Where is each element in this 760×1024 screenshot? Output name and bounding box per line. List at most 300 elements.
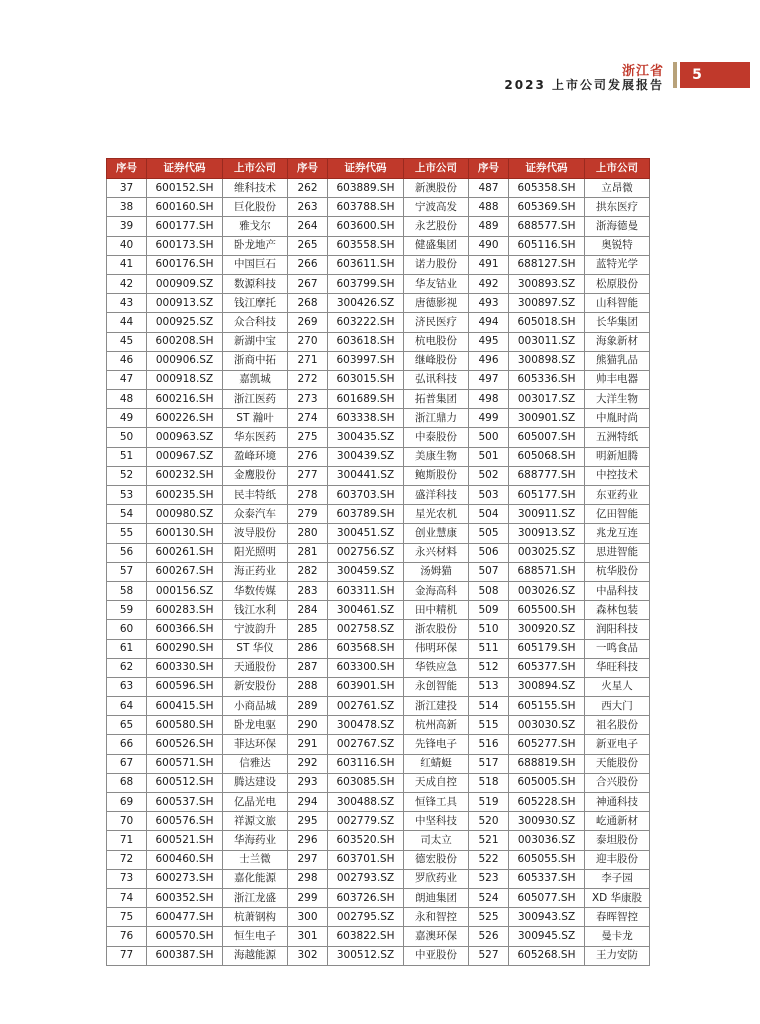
cell-company: 创业慧康 xyxy=(404,524,469,543)
cell-code: 300897.SZ xyxy=(509,294,585,313)
cell-code: 603116.SH xyxy=(328,754,404,773)
cell-index: 264 xyxy=(288,217,328,236)
table-row xyxy=(107,716,650,735)
cell-code: 000967.SZ xyxy=(147,447,223,466)
cell-index: 70 xyxy=(107,812,147,831)
cell-company: 兆龙互连 xyxy=(585,524,650,543)
cell-index: 301 xyxy=(288,927,328,946)
cell-index: 494 xyxy=(469,313,509,332)
cell-code: 688777.SH xyxy=(509,466,585,485)
cell-company: 红蜻蜓 xyxy=(404,754,469,773)
cell-index: 512 xyxy=(469,658,509,677)
cell-code: 300920.SZ xyxy=(509,620,585,639)
cell-code: 002793.SZ xyxy=(328,869,404,888)
cell-company: 钱江水利 xyxy=(223,601,288,620)
cell-code: 300945.SZ xyxy=(509,927,585,946)
cell-code: 601689.SH xyxy=(328,390,404,409)
cell-company: 西大门 xyxy=(585,697,650,716)
cell-index: 497 xyxy=(469,370,509,389)
cell-index: 50 xyxy=(107,428,147,447)
cell-company: 宁波高发 xyxy=(404,198,469,217)
cell-code: 605007.SH xyxy=(509,428,585,447)
cell-index: 491 xyxy=(469,255,509,274)
cell-company: 火星人 xyxy=(585,677,650,696)
cell-company: 立昂微 xyxy=(585,179,650,198)
cell-code: 603085.SH xyxy=(328,773,404,792)
cell-code: 605277.SH xyxy=(509,735,585,754)
cell-code: 300893.SZ xyxy=(509,274,585,293)
cell-code: 605337.SH xyxy=(509,869,585,888)
cell-code: 002756.SZ xyxy=(328,543,404,562)
cell-code: 600576.SH xyxy=(147,812,223,831)
cell-index: 49 xyxy=(107,409,147,428)
table-row xyxy=(107,601,650,620)
cell-code: 003017.SZ xyxy=(509,390,585,409)
cell-company: 天能股份 xyxy=(585,754,650,773)
cell-company: 华友钴业 xyxy=(404,274,469,293)
cell-code: 600512.SH xyxy=(147,773,223,792)
cell-company: 神通科技 xyxy=(585,793,650,812)
cell-index: 289 xyxy=(288,697,328,716)
cell-code: 600177.SH xyxy=(147,217,223,236)
table-row xyxy=(107,908,650,927)
cell-code: 688819.SH xyxy=(509,754,585,773)
cell-company: 杭州高新 xyxy=(404,716,469,735)
cell-index: 487 xyxy=(469,179,509,198)
cell-company: 众泰汽车 xyxy=(223,505,288,524)
cell-company: 祥源文旅 xyxy=(223,812,288,831)
cell-index: 68 xyxy=(107,773,147,792)
cell-company: 中亚股份 xyxy=(404,946,469,965)
cell-code: 300426.SZ xyxy=(328,294,404,313)
cell-code: 300451.SZ xyxy=(328,524,404,543)
cell-index: 518 xyxy=(469,773,509,792)
cell-company: 嘉凯城 xyxy=(223,370,288,389)
cell-code: 605018.SH xyxy=(509,313,585,332)
cell-company: 巨化股份 xyxy=(223,198,288,217)
cell-index: 273 xyxy=(288,390,328,409)
cell-company: 王力安防 xyxy=(585,946,650,965)
cell-code: 600537.SH xyxy=(147,793,223,812)
cell-code: 605116.SH xyxy=(509,236,585,255)
cell-code: 003011.SZ xyxy=(509,332,585,351)
cell-code: 605177.SH xyxy=(509,486,585,505)
cell-code: 600570.SH xyxy=(147,927,223,946)
cell-index: 62 xyxy=(107,658,147,677)
cell-company: 海越能源 xyxy=(223,946,288,965)
cell-code: 603311.SH xyxy=(328,581,404,600)
cell-code: 600130.SH xyxy=(147,524,223,543)
cell-company: 亿田智能 xyxy=(585,505,650,524)
cell-company: 泰坦股份 xyxy=(585,831,650,850)
cell-index: 56 xyxy=(107,543,147,562)
cell-company: 阳光照明 xyxy=(223,543,288,562)
cell-index: 509 xyxy=(469,601,509,620)
cell-index: 513 xyxy=(469,677,509,696)
cell-company: 盛洋科技 xyxy=(404,486,469,505)
cell-index: 271 xyxy=(288,351,328,370)
cell-code: 600267.SH xyxy=(147,562,223,581)
cell-index: 51 xyxy=(107,447,147,466)
cell-code: 603701.SH xyxy=(328,850,404,869)
cell-code: 600283.SH xyxy=(147,601,223,620)
cell-index: 61 xyxy=(107,639,147,658)
cell-code: 603788.SH xyxy=(328,198,404,217)
cell-company: 众合科技 xyxy=(223,313,288,332)
cell-index: 503 xyxy=(469,486,509,505)
cell-index: 521 xyxy=(469,831,509,850)
cell-index: 295 xyxy=(288,812,328,831)
cell-company: 健盛集团 xyxy=(404,236,469,255)
table-row xyxy=(107,409,650,428)
cell-company: 恒生电子 xyxy=(223,927,288,946)
cell-company: 小商品城 xyxy=(223,697,288,716)
cell-company: 腾达建设 xyxy=(223,773,288,792)
cell-index: 288 xyxy=(288,677,328,696)
table-row xyxy=(107,812,650,831)
cell-company: 数源科技 xyxy=(223,274,288,293)
cell-index: 517 xyxy=(469,754,509,773)
cell-company: 浙海德曼 xyxy=(585,217,650,236)
cell-company: 春晖智控 xyxy=(585,908,650,927)
cell-company: 松原股份 xyxy=(585,274,650,293)
cell-code: 600261.SH xyxy=(147,543,223,562)
cell-index: 515 xyxy=(469,716,509,735)
table-body xyxy=(107,179,650,966)
cell-index: 263 xyxy=(288,198,328,217)
cell-index: 298 xyxy=(288,869,328,888)
cell-code: 003026.SZ xyxy=(509,581,585,600)
table-row xyxy=(107,332,650,351)
col-header-company: 上市公司 xyxy=(223,159,288,179)
cell-company: 海正药业 xyxy=(223,562,288,581)
header-report-title: 2023 上市公司发展报告 xyxy=(504,78,664,92)
cell-code: 300911.SZ xyxy=(509,505,585,524)
cell-company: 金海高科 xyxy=(404,581,469,600)
table-row xyxy=(107,447,650,466)
cell-company: 美康生物 xyxy=(404,447,469,466)
cell-index: 37 xyxy=(107,179,147,198)
table-row xyxy=(107,217,650,236)
cell-index: 526 xyxy=(469,927,509,946)
cell-code: 600226.SH xyxy=(147,409,223,428)
cell-code: 600460.SH xyxy=(147,850,223,869)
cell-company: ST 华仪 xyxy=(223,639,288,658)
table-row xyxy=(107,179,650,198)
cell-index: 504 xyxy=(469,505,509,524)
cell-company: 天成自控 xyxy=(404,773,469,792)
cell-code: 600273.SH xyxy=(147,869,223,888)
cell-index: 268 xyxy=(288,294,328,313)
cell-index: 275 xyxy=(288,428,328,447)
cell-company: 新湖中宝 xyxy=(223,332,288,351)
cell-index: 492 xyxy=(469,274,509,293)
cell-code: 002795.SZ xyxy=(328,908,404,927)
cell-company: 恒锋工具 xyxy=(404,793,469,812)
cell-index: 501 xyxy=(469,447,509,466)
cell-index: 39 xyxy=(107,217,147,236)
cell-company: 汤姆猫 xyxy=(404,562,469,581)
cell-company: 李子园 xyxy=(585,869,650,888)
cell-index: 53 xyxy=(107,486,147,505)
cell-code: 600596.SH xyxy=(147,677,223,696)
table-row xyxy=(107,793,650,812)
cell-code: 600477.SH xyxy=(147,908,223,927)
cell-index: 527 xyxy=(469,946,509,965)
cell-code: 688127.SH xyxy=(509,255,585,274)
cell-index: 499 xyxy=(469,409,509,428)
cell-index: 58 xyxy=(107,581,147,600)
cell-company: 熊猫乳品 xyxy=(585,351,650,370)
cell-company: 星光农机 xyxy=(404,505,469,524)
cell-code: 605055.SH xyxy=(509,850,585,869)
cell-index: 46 xyxy=(107,351,147,370)
cell-code: 688577.SH xyxy=(509,217,585,236)
table-header-row xyxy=(107,159,650,179)
cell-code: 000906.SZ xyxy=(147,351,223,370)
cell-code: 003030.SZ xyxy=(509,716,585,735)
cell-company: 信雅达 xyxy=(223,754,288,773)
cell-code: 603799.SH xyxy=(328,274,404,293)
table-row xyxy=(107,869,650,888)
cell-company: 永和智控 xyxy=(404,908,469,927)
cell-company: 拓普集团 xyxy=(404,390,469,409)
table-row xyxy=(107,927,650,946)
cell-index: 525 xyxy=(469,908,509,927)
cell-company: 中胤时尚 xyxy=(585,409,650,428)
cell-company: 中晶科技 xyxy=(585,581,650,600)
cell-company: 拱东医疗 xyxy=(585,198,650,217)
cell-company: 曼卡龙 xyxy=(585,927,650,946)
col-header-company: 上市公司 xyxy=(404,159,469,179)
cell-index: 514 xyxy=(469,697,509,716)
cell-company: 维科技术 xyxy=(223,179,288,198)
cell-code: 605500.SH xyxy=(509,601,585,620)
cell-index: 505 xyxy=(469,524,509,543)
cell-company: 卧龙电驱 xyxy=(223,716,288,735)
table-row xyxy=(107,294,650,313)
cell-index: 276 xyxy=(288,447,328,466)
cell-index: 41 xyxy=(107,255,147,274)
cell-company: 浙江鼎力 xyxy=(404,409,469,428)
cell-company: 森林包装 xyxy=(585,601,650,620)
table-row xyxy=(107,390,650,409)
cell-code: 300943.SZ xyxy=(509,908,585,927)
cell-index: 262 xyxy=(288,179,328,198)
cell-company: 五洲特纸 xyxy=(585,428,650,447)
header-province: 浙江省 xyxy=(621,64,664,79)
cell-index: 495 xyxy=(469,332,509,351)
cell-index: 74 xyxy=(107,888,147,907)
cell-index: 282 xyxy=(288,562,328,581)
table-row xyxy=(107,505,650,524)
cell-code: 300459.SZ xyxy=(328,562,404,581)
cell-index: 266 xyxy=(288,255,328,274)
cell-company: 蓝特光学 xyxy=(585,255,650,274)
cell-company: 嘉化能源 xyxy=(223,869,288,888)
table-row xyxy=(107,831,650,850)
cell-index: 493 xyxy=(469,294,509,313)
cell-index: 284 xyxy=(288,601,328,620)
col-header-index: 序号 xyxy=(469,159,509,179)
cell-company: 华东医药 xyxy=(223,428,288,447)
cell-company: 华旺科技 xyxy=(585,658,650,677)
cell-code: 300894.SZ xyxy=(509,677,585,696)
cell-code: 603222.SH xyxy=(328,313,404,332)
cell-index: 44 xyxy=(107,313,147,332)
cell-code: 300930.SZ xyxy=(509,812,585,831)
cell-company: 士兰微 xyxy=(223,850,288,869)
cell-code: 603611.SH xyxy=(328,255,404,274)
cell-company: 浙江建投 xyxy=(404,697,469,716)
cell-company: 司太立 xyxy=(404,831,469,850)
cell-code: 603789.SH xyxy=(328,505,404,524)
cell-company: 新澳股份 xyxy=(404,179,469,198)
cell-code: 600521.SH xyxy=(147,831,223,850)
table-row xyxy=(107,735,650,754)
cell-index: 47 xyxy=(107,370,147,389)
cell-company: 杭华股份 xyxy=(585,562,650,581)
cell-company: 迎丰股份 xyxy=(585,850,650,869)
cell-company: 新亚电子 xyxy=(585,735,650,754)
cell-code: 300913.SZ xyxy=(509,524,585,543)
cell-company: 钱江摩托 xyxy=(223,294,288,313)
col-header-code: 证券代码 xyxy=(328,159,404,179)
table-row xyxy=(107,581,650,600)
cell-company: 新安股份 xyxy=(223,677,288,696)
cell-company: 伟明环保 xyxy=(404,639,469,658)
cell-code: 603558.SH xyxy=(328,236,404,255)
cell-code: 605179.SH xyxy=(509,639,585,658)
cell-index: 274 xyxy=(288,409,328,428)
col-header-index: 序号 xyxy=(288,159,328,179)
cell-index: 73 xyxy=(107,869,147,888)
table-row xyxy=(107,236,650,255)
cell-index: 294 xyxy=(288,793,328,812)
cell-code: 300512.SZ xyxy=(328,946,404,965)
cell-company: 浙江龙盛 xyxy=(223,888,288,907)
col-header-index: 序号 xyxy=(107,159,147,179)
cell-company: 浙商中拓 xyxy=(223,351,288,370)
cell-index: 76 xyxy=(107,927,147,946)
cell-code: 600176.SH xyxy=(147,255,223,274)
cell-company: 宁波韵升 xyxy=(223,620,288,639)
cell-company: 鲍斯股份 xyxy=(404,466,469,485)
cell-index: 69 xyxy=(107,793,147,812)
cell-index: 54 xyxy=(107,505,147,524)
cell-code: 603726.SH xyxy=(328,888,404,907)
cell-code: 300461.SZ xyxy=(328,601,404,620)
cell-code: 600208.SH xyxy=(147,332,223,351)
page-number: 5 xyxy=(680,62,750,88)
cell-code: 600387.SH xyxy=(147,946,223,965)
cell-code: 000918.SZ xyxy=(147,370,223,389)
cell-index: 267 xyxy=(288,274,328,293)
cell-company: 中控技术 xyxy=(585,466,650,485)
cell-index: 45 xyxy=(107,332,147,351)
cell-code: 600216.SH xyxy=(147,390,223,409)
table-row xyxy=(107,274,650,293)
cell-code: 300441.SZ xyxy=(328,466,404,485)
cell-code: 002779.SZ xyxy=(328,812,404,831)
cell-company: 亿晶光电 xyxy=(223,793,288,812)
table-row xyxy=(107,850,650,869)
cell-index: 488 xyxy=(469,198,509,217)
cell-index: 299 xyxy=(288,888,328,907)
cell-index: 300 xyxy=(288,908,328,927)
cell-code: 300439.SZ xyxy=(328,447,404,466)
cell-code: 600290.SH xyxy=(147,639,223,658)
cell-company: 杭萧钢构 xyxy=(223,908,288,927)
table-row xyxy=(107,255,650,274)
cell-company: 浙农股份 xyxy=(404,620,469,639)
cell-company: 朗迪集团 xyxy=(404,888,469,907)
cell-index: 296 xyxy=(288,831,328,850)
cell-index: 506 xyxy=(469,543,509,562)
cell-company: 济民医疗 xyxy=(404,313,469,332)
cell-company: 海象新材 xyxy=(585,332,650,351)
cell-index: 520 xyxy=(469,812,509,831)
cell-company: 明新旭腾 xyxy=(585,447,650,466)
cell-code: 605268.SH xyxy=(509,946,585,965)
cell-code: 605005.SH xyxy=(509,773,585,792)
cell-index: 270 xyxy=(288,332,328,351)
header-divider xyxy=(673,62,677,88)
cell-company: 弘讯科技 xyxy=(404,370,469,389)
cell-index: 38 xyxy=(107,198,147,217)
cell-company: 中国巨石 xyxy=(223,255,288,274)
cell-index: 293 xyxy=(288,773,328,792)
cell-index: 43 xyxy=(107,294,147,313)
cell-company: 华数传媒 xyxy=(223,581,288,600)
cell-company: 润阳科技 xyxy=(585,620,650,639)
cell-index: 60 xyxy=(107,620,147,639)
cell-company: 浙江医药 xyxy=(223,390,288,409)
cell-code: 605228.SH xyxy=(509,793,585,812)
table-row xyxy=(107,888,650,907)
table-row xyxy=(107,658,650,677)
cell-index: 290 xyxy=(288,716,328,735)
cell-index: 67 xyxy=(107,754,147,773)
cell-code: 603997.SH xyxy=(328,351,404,370)
cell-index: 286 xyxy=(288,639,328,658)
cell-code: 000913.SZ xyxy=(147,294,223,313)
cell-company: 菲达环保 xyxy=(223,735,288,754)
table-row xyxy=(107,313,650,332)
cell-code: 300478.SZ xyxy=(328,716,404,735)
cell-company: 一鸣食品 xyxy=(585,639,650,658)
cell-code: 600152.SH xyxy=(147,179,223,198)
cell-code: 605077.SH xyxy=(509,888,585,907)
table-row xyxy=(107,351,650,370)
cell-code: 603338.SH xyxy=(328,409,404,428)
cell-code: 000156.SZ xyxy=(147,581,223,600)
cell-code: 600366.SH xyxy=(147,620,223,639)
cell-code: 600330.SH xyxy=(147,658,223,677)
table-row xyxy=(107,697,650,716)
cell-code: 300901.SZ xyxy=(509,409,585,428)
cell-index: 42 xyxy=(107,274,147,293)
table-row xyxy=(107,198,650,217)
col-header-code: 证券代码 xyxy=(147,159,223,179)
table-row xyxy=(107,946,650,965)
cell-code: 603703.SH xyxy=(328,486,404,505)
table-row xyxy=(107,543,650,562)
cell-code: 605369.SH xyxy=(509,198,585,217)
table-row xyxy=(107,677,650,696)
col-header-company: 上市公司 xyxy=(585,159,650,179)
table-row xyxy=(107,562,650,581)
